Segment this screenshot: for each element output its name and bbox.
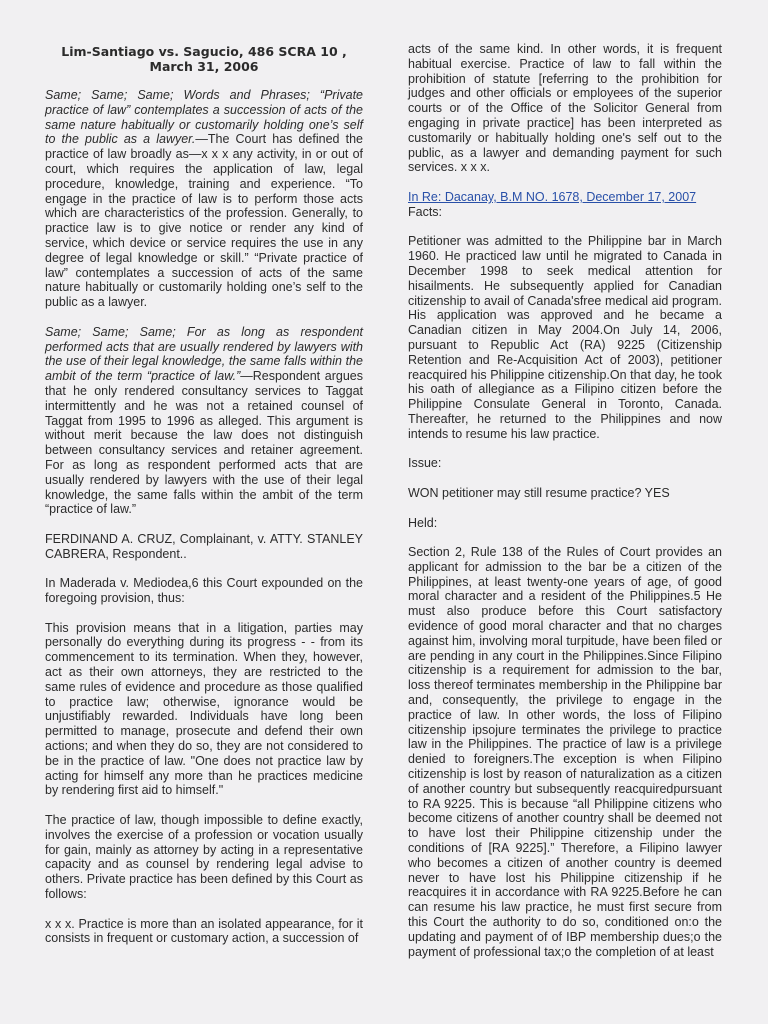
case-parties: FERDINAND A. CRUZ, Complainant, v. ATTY. STANLEY CABRERA, Respondent.. <box>45 531 363 561</box>
syllabus-paragraph-1 <box>45 88 363 310</box>
paragraph-provision: This provision means that in a litigation, parties may personally do everything during its progress - - from its commencement to its termination. When they, however, act as their own attorneys, they are restricted to the same rules of evidence and procedure as those qualified to practice law; otherwise, ignorance would be unjustifiably rewarded. Individuals have long been permitted to manage, prosecute and defend their own actions; and when they do so, they are not considered to be in the practice of law. "One does not practice law by acting for himself any more than he practices medicine by rendering first aid to himself." <box>45 620 363 798</box>
right-column <box>408 42 722 974</box>
facts-paragraph: Petitioner was admitted to the Philippine bar in March 1960. He practiced law until he migrated to Canada in December 1998 to seek medical attention for hisailments. He subsequently applied for Canadian citizenship to avail of Canada'sfree medical aid program. His application was approved and he became a Canadian citizen in May 2004.On July 14, 2006, pursuant to Republic Act (RA) 9225 (Citizenship Retention and Re-Acquisition Act of 2003), petitioner reacquired his Philippine citizenship.On that day, he took his oath of allegiance as a Filipino citizen before the Philippine Consulate General in Toronto, Canada. Thereafter, he returned to the Philippines and now intends to resume his law practice. <box>408 234 722 441</box>
left-column <box>45 42 363 961</box>
paragraph-quote-end: acts of the same kind. In other words, it is frequent habitual exercise. Practice of law to fall within the prohibition of statute [referring to the prohibition for judges and other officials or employees of the superior courts or of the Office of the Solicitor General from engaging in private practice] has been interpreted as customarily or habitually holding one's self out to the public, as a lawyer and demanding payment for such services. x x x. <box>408 42 722 175</box>
case-title: Lim-Santiago vs. Sagucio, 486 SCRA 10 , March 31, 2006 <box>61 44 347 74</box>
paragraph-practice-definition: The practice of law, though impossible to define exactly, involves the exercise of a profession or vocation usually for gain, mainly as attorney by acting in a representative capacity and as counsel by rendering legal advise to others. Private practice has been defined by this Court as follows: <box>45 813 363 902</box>
syllabus-keywords-2: Same; Same; Same; For as long as respondent performed acts that are usually rendered by lawyers with the use of their legal knowledge, the same falls within the ambit of the term “practice of law.” <box>45 324 363 384</box>
held-paragraph: Section 2, Rule 138 of the Rules of Court provides an applicant for admission to the bar be a citizen of the Philippines, at least twenty-one years of age, of good moral character and a resident of the Philippines.5 He must also produce before this Court satisfactory evidence of good moral character and that no charges against him, involving moral turpitude, have been filed or are pending in any court in the Philippines.Since Filipino citizenship is a requirement for admission to the bar, loss thereof terminates membership in the Philippine bar and, consequently, the privilege to engage in the practice of law. In other words, the loss of Filipino citizenship ipsojure terminates the privilege to practice law in the Philippines. The practice of law is a privilege denied to foreigners.The exception is when Filipino citizenship is lost by reason of naturalization as a citizen of another country but subsequently reacquiredpursuant to RA 9225. This is because “all Philippine citizens who become citizens of another country shall be deemed not to have lost their Philippine citizenship under the conditions of [RA 9225].” Therefore, a Filipino lawyer who becomes a citizen of another country is deemed never to have lost his Philippine citizenship if he reacquires it in accordance with RA 9225.Before he can can resume his law practice, he must first secure from this Court the authority to do so, conditioned on:o the updating and payment of of IBP membership dues;o the payment of professional tax;o the completion of at least <box>408 545 722 959</box>
paragraph-quote-start: x x x. Practice is more than an isolated appearance, for it consists in frequent or customary action, a succession of <box>45 916 363 946</box>
facts-label: Facts: <box>408 204 443 219</box>
issue-paragraph: WON petitioner may still resume practice? YES <box>408 485 670 500</box>
case-link-dacanay[interactable]: In Re: Dacanay, B.M NO. 1678, December 17, 2007 <box>408 189 697 204</box>
syllabus-body-1: —The Court has defined the practice of law broadly as—x x x any activity, in or out of court, which requires the application of law, legal procedure, knowledge, training and experience. “To engage in the practice of law is to perform those acts which are characteristics of the profession. Generally, to practice law is to give notice or render any kind of service, which device or service requires the use in any degree of legal knowledge or skill.” “Private practice of law” contemplates a succession of acts of the same nature habitually or customarily holding one’s self to the public as a lawyer. <box>45 132 363 310</box>
issue-label: Issue: <box>408 456 442 471</box>
syllabus-body-2: —Respondent argues that he only rendered consultancy services to Taggat intermittently and he was not a retained counsel of Taggat from 1995 to 1996 as alleged. This argument is without merit because the law does not distinguish between consultancy services and retainer agreement. For as long as respondent performed acts that are usually rendered by lawyers with the use of their legal knowledge, the same falls within the ambit of the term “practice of law.” <box>45 369 364 517</box>
syllabus-paragraph-2 <box>45 325 363 517</box>
paragraph-maderada: In Maderada v. Mediodea,6 this Court expounded on the foregoing provision, thus: <box>45 576 363 606</box>
syllabus-keywords-1: Same; Same; Same; Words and Phrases; “Private practice of law” contemplates a succession of acts of the same nature habitually or customarily holding one’s self to the public as a lawyer. <box>45 88 363 147</box>
held-label: Held: <box>408 515 438 530</box>
